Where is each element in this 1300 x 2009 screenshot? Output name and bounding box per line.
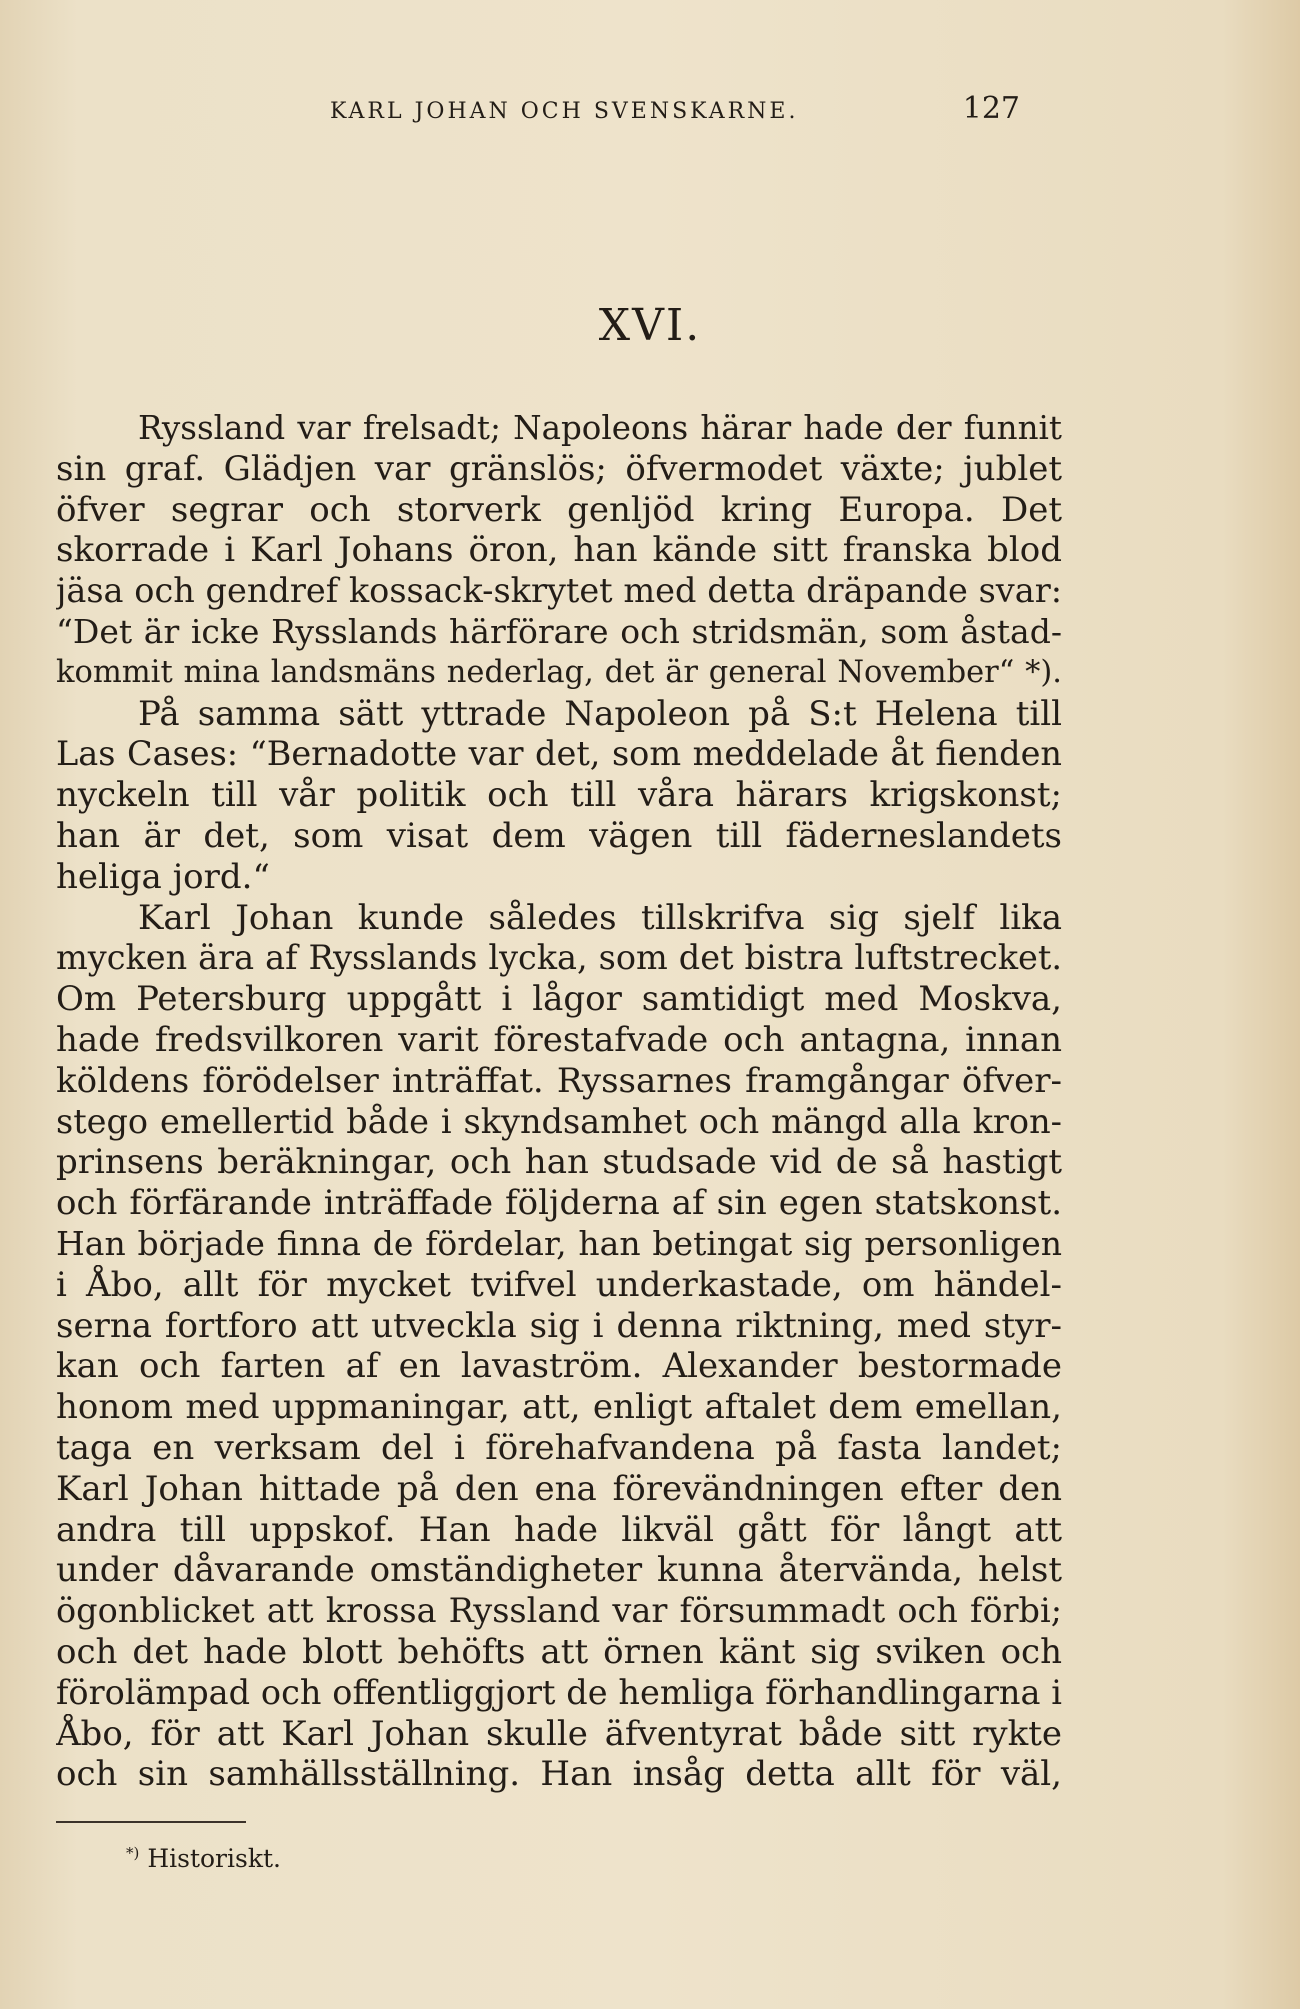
text-line: Karl Johan hittade på den ena förevändningen efter den [56, 1468, 1062, 1509]
body-text [56, 408, 1062, 1795]
text-line: jäsa och gendref kossack-skrytet med detta dräpande svar: [56, 571, 1062, 611]
text-line: han är det, som visat dem vägen till fäderneslandets [56, 815, 1062, 856]
footnote-mark: *) [126, 1844, 140, 1862]
text-line: Ryssland var frelsadt; Napoleons härar hade der funnit [138, 409, 1062, 447]
footnote-divider [56, 1821, 246, 1823]
text-line: andra till uppskof. Han hade likväl gått för långt att [56, 1509, 1062, 1550]
text-line: sin graf. Glädjen var gränslös; öfvermodet växte; jublet [56, 448, 1062, 489]
text-line: ögonblicket att krossa Ryssland var försummadt och förbi; [56, 1591, 1062, 1631]
text-line: under dåvarande omständigheter kunna återvända, helst [56, 1550, 1062, 1591]
text-line: öfver segrar och storverk genljöd kring Europa. Det [56, 489, 1062, 530]
text-line: kan och farten af en lavaström. Alexander bestormade [56, 1346, 1062, 1387]
text-line: prinsens beräkningar, och han studsade vid de så hastigt [56, 1142, 1062, 1183]
text-line: och förfärande inträffade följderna af sin egen statskonst. [56, 1183, 1062, 1224]
text-line: heliga jord.“ [56, 856, 270, 897]
text-line: nyckeln till vår politik och till våra härars krigskonst; [56, 775, 1062, 816]
footnote [126, 1844, 281, 1873]
text-line: Las Cases: “Bernadotte var det, som meddelade åt fienden [56, 734, 1062, 774]
text-line: Han började finna de fördelar, han betingat sig personligen [56, 1223, 1062, 1263]
text-line: På samma sätt yttrade Napoleon på S:t Helena till [138, 693, 1062, 734]
text-line: i Åbo, allt för mycket tvifvel underkastade, om händel- [56, 1264, 1062, 1305]
text-line: och det hade blott behöfts att örnen känt sig sviken och [56, 1631, 1062, 1672]
chapter-number: XVI. [598, 300, 702, 351]
text-line: serna fortforo att utveckla sig i denna riktning, med styr- [56, 1305, 1062, 1346]
text-line: Om Petersburg uppgått i lågor samtidigt med Moskva, [56, 979, 1062, 1020]
text-line: taga en verksam del i förehafvandena på fasta landet; [56, 1427, 1062, 1468]
text-line: honom med uppmaningar, att, enligt aftalet dem emellan, [56, 1387, 1062, 1428]
text-line: hade fredsvilkoren varit förestafvade och antagna, innan [56, 1019, 1062, 1060]
text-line: kommit mina landsmäns nederlag, det är general November“ *). [56, 654, 1062, 690]
text-line: “Det är icke Rysslands härförare och stridsmän, som åstad- [56, 611, 1062, 651]
text-line: skorrade i Karl Johans öron, han kände sitt franska blod [56, 530, 1062, 571]
text-line: och sin samhällsställning. Han insåg detta allt för väl, [56, 1754, 1062, 1795]
page-number: 127 [962, 91, 1020, 126]
text-line: stego emellertid både i skyndsamhet och mängd alla kron- [56, 1101, 1062, 1141]
text-line: förolämpad och offentliggjort de hemliga förhandlingarna i [56, 1672, 1062, 1712]
text-line: mycken ära af Rysslands lycka, som det bistra luftstrecket. [56, 938, 1062, 978]
text-line: Åbo, för att Karl Johan skulle äfventyrat både sitt rykte [56, 1713, 1062, 1754]
running-header [300, 93, 1130, 133]
footnote-text: Historiskt. [147, 1844, 281, 1873]
text-line: köldens förödelser inträffat. Ryssarnes framgångar öfver- [56, 1060, 1062, 1101]
running-title: KARL JOHAN OCH SVENSKARNE. [330, 99, 799, 124]
text-line: Karl Johan kunde således tillskrifva sig sjelf lika [138, 897, 1062, 938]
